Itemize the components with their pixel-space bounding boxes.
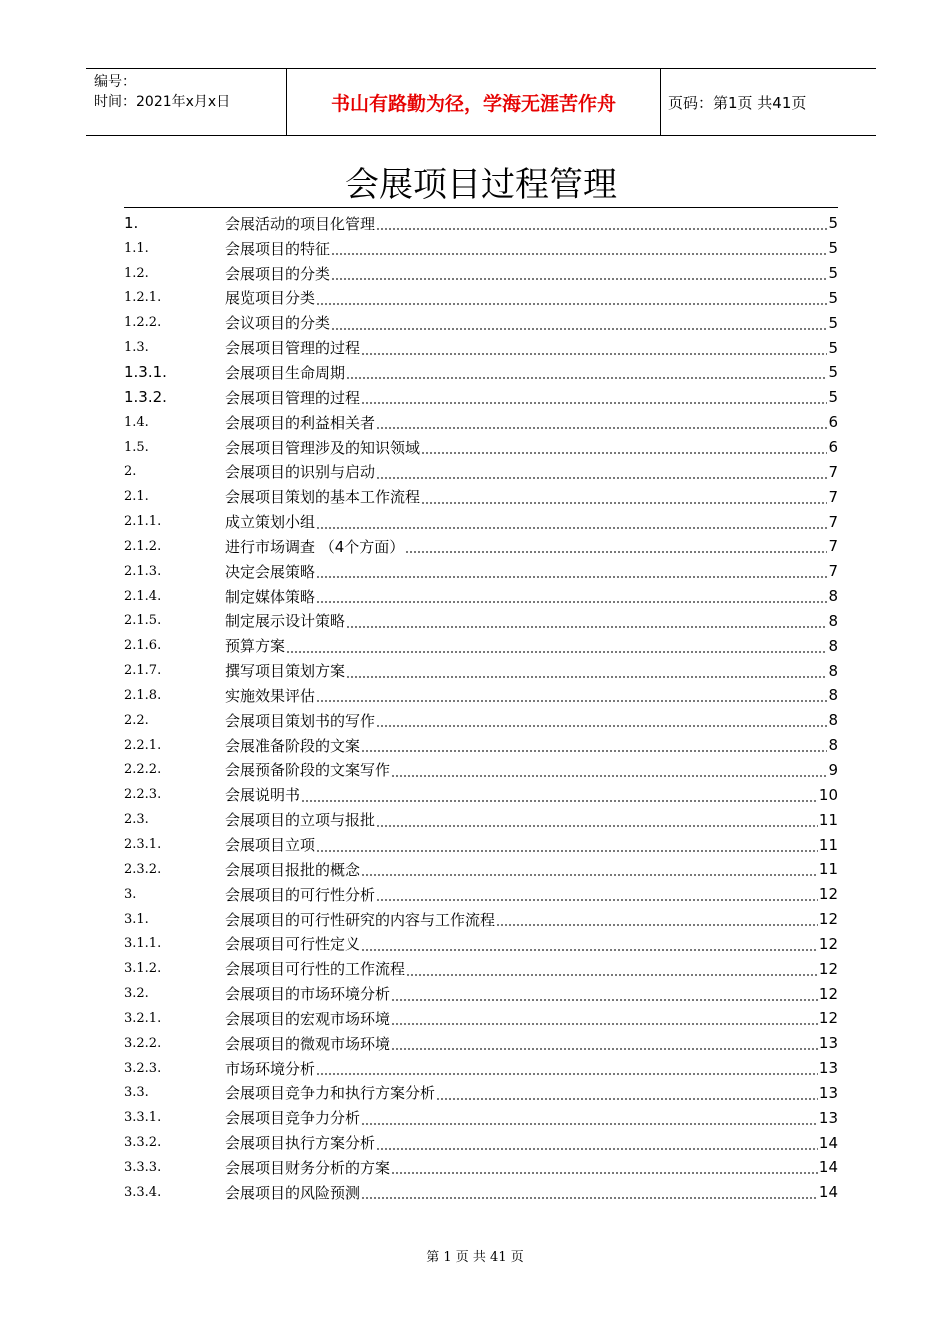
toc-entry[interactable]	[124, 1105, 838, 1130]
toc-entry-line	[225, 1130, 838, 1155]
toc-entry-title: 展览项目分类	[225, 289, 316, 308]
toc-entry-line	[225, 1056, 838, 1081]
toc-entry-number: 3.1.	[124, 911, 149, 927]
toc-entry-number: 1.3.	[124, 340, 149, 356]
toc-entry-title: 会展项目的可行性分析	[225, 885, 376, 904]
toc-entry[interactable]	[124, 559, 838, 584]
toc-entry-line	[225, 1031, 838, 1056]
toc-entry-number: 2.1.4.	[124, 588, 162, 604]
toc-entry[interactable]	[124, 286, 838, 311]
toc-dot-leader	[376, 427, 827, 429]
toc-entry[interactable]	[124, 1056, 838, 1081]
toc-entry-number: 2.2.	[124, 712, 149, 728]
toc-dot-leader	[331, 253, 827, 255]
toc-entry-title: 会展项目的宏观市场环境	[225, 1009, 391, 1028]
toc-entry-number: 3.3.3.	[124, 1159, 162, 1175]
toc-entry-title: 会展项目竞争力分析	[225, 1109, 361, 1128]
toc-entry-title: 市场环境分析	[225, 1059, 316, 1078]
toc-entry-line	[225, 683, 838, 708]
toc-entry-title: 会展项目可行性定义	[225, 935, 361, 954]
toc-entry[interactable]	[124, 857, 838, 882]
toc-entry-line	[225, 882, 838, 907]
toc-dot-leader	[391, 1172, 818, 1174]
toc-entry[interactable]	[124, 633, 838, 658]
toc-entry[interactable]	[124, 1155, 838, 1180]
toc-entry-title: 成立策划小组	[225, 513, 316, 532]
toc-entry-line	[225, 931, 838, 956]
toc-entry-title: 会展项目策划书的写作	[225, 711, 376, 730]
toc-entry-page: 7	[828, 487, 838, 506]
toc-entry[interactable]	[124, 310, 838, 335]
toc-entry-page: 6	[828, 413, 838, 432]
toc-entry-title: 会展项目可行性的工作流程	[225, 960, 406, 979]
toc-entry-page: 11	[818, 835, 838, 854]
toc-entry-number: 2.2.1.	[124, 737, 162, 753]
toc-entry-number: 2.3.	[124, 812, 149, 828]
toc-entry[interactable]	[124, 509, 838, 534]
toc-entry-page: 11	[818, 860, 838, 879]
toc-entry-page: 12	[818, 959, 838, 978]
toc-entry-line	[225, 310, 838, 335]
toc-dot-leader	[436, 1098, 818, 1100]
toc-entry-line	[225, 658, 838, 683]
toc-entry-line	[225, 857, 838, 882]
toc-entry-title: 撰写项目策划方案	[225, 662, 346, 681]
toc-dot-leader	[361, 1197, 818, 1199]
toc-entry-number: 1.3.2.	[124, 388, 167, 407]
toc-entry-title: 会展项目管理的过程	[225, 388, 361, 407]
toc-entry-page: 14	[818, 1183, 838, 1202]
toc-entry-page: 5	[828, 239, 838, 258]
toc-entry-title: 会展项目的微观市场环境	[225, 1034, 391, 1053]
toc-entry-line	[225, 907, 838, 932]
toc-dot-leader	[286, 651, 827, 653]
title-rule	[124, 207, 838, 208]
toc-entry-line	[225, 609, 838, 634]
toc-entry[interactable]	[124, 360, 838, 385]
toc-entry-line	[225, 1105, 838, 1130]
toc-entry[interactable]	[124, 261, 838, 286]
header-page-count: 页码：第1页 共41页	[668, 93, 807, 112]
toc-entry-line	[225, 584, 838, 609]
toc-entry-title: 会展项目的可行性研究的内容与工作流程	[225, 910, 496, 929]
toc-entry[interactable]	[124, 1031, 838, 1056]
toc-dot-leader	[376, 899, 818, 901]
toc-entry-title: 制定媒体策略	[225, 587, 316, 606]
toc-entry-title: 会展准备阶段的文案	[225, 736, 361, 755]
toc-entry-line	[225, 410, 838, 435]
toc-entry[interactable]	[124, 236, 838, 261]
toc-entry-page: 5	[828, 288, 838, 307]
toc-entry-page: 8	[828, 736, 838, 755]
toc-entry-title: 会展说明书	[225, 786, 301, 805]
toc-entry-number: 2.	[124, 464, 137, 480]
toc-entry-number: 1.3.1.	[124, 363, 167, 382]
toc-dot-leader	[376, 1148, 818, 1150]
header-number: 编号：	[94, 74, 136, 90]
toc-entry[interactable]	[124, 832, 838, 857]
toc-dot-leader	[391, 1048, 818, 1050]
toc-entry-line	[225, 211, 838, 236]
toc-entry-line	[225, 360, 838, 385]
toc-entry-number: 2.2.3.	[124, 787, 162, 803]
toc-dot-leader	[496, 924, 818, 926]
toc-entry-page: 7	[828, 462, 838, 481]
toc-entry-number: 2.3.1.	[124, 837, 162, 853]
toc-entry-page: 6	[828, 438, 838, 457]
toc-entry-page: 13	[818, 1034, 838, 1053]
toc-entry-line	[225, 708, 838, 733]
toc-entry-line	[225, 956, 838, 981]
toc-entry[interactable]	[124, 534, 838, 559]
toc-entry[interactable]	[124, 435, 838, 460]
toc-entry-page: 11	[818, 810, 838, 829]
toc-entry-page: 12	[818, 910, 838, 929]
toc-entry-number: 2.2.2.	[124, 762, 162, 778]
toc-entry-title: 会展项目的风险预测	[225, 1183, 361, 1202]
toc-entry-line	[225, 1180, 838, 1205]
toc-entry-page: 5	[828, 338, 838, 357]
toc-entry-line	[225, 385, 838, 410]
toc-entry-page: 12	[818, 885, 838, 904]
toc-dot-leader	[301, 800, 818, 802]
toc-entry-title: 会展项目立项	[225, 836, 316, 855]
toc-entry-title: 会议项目的分类	[225, 314, 331, 333]
toc-entry-number: 3.1.2.	[124, 961, 162, 977]
toc-dot-leader	[405, 551, 827, 553]
toc-entry[interactable]	[124, 708, 838, 733]
toc-dot-leader	[406, 974, 818, 976]
toc-entry-page: 12	[818, 934, 838, 953]
toc-entry-line	[225, 261, 838, 286]
toc-entry[interactable]	[124, 211, 838, 236]
toc-dot-leader	[346, 676, 827, 678]
toc-entry-line	[225, 758, 838, 783]
toc-entry[interactable]	[124, 758, 838, 783]
toc-entry[interactable]	[124, 335, 838, 360]
toc-dot-leader	[361, 1123, 818, 1125]
toc-entry-number: 3.1.1.	[124, 936, 162, 952]
toc-entry-page: 5	[828, 313, 838, 332]
toc-entry-line	[225, 435, 838, 460]
toc-entry-title: 会展活动的项目化管理	[225, 214, 376, 233]
toc-entry-line	[225, 1081, 838, 1106]
toc-dot-leader	[346, 377, 827, 379]
toc-entry-page: 8	[828, 636, 838, 655]
toc-entry-number: 2.1.3.	[124, 563, 162, 579]
toc-entry-number: 2.1.1.	[124, 514, 162, 530]
toc-entry-title: 会展项目策划的基本工作流程	[225, 488, 421, 507]
toc-entry-page: 13	[818, 1108, 838, 1127]
toc-entry-line	[225, 484, 838, 509]
page-header	[86, 68, 876, 136]
toc-entry-line	[225, 981, 838, 1006]
toc-dot-leader	[376, 825, 818, 827]
toc-dot-leader	[421, 452, 827, 454]
toc-dot-leader	[346, 626, 827, 628]
toc-entry-page: 12	[818, 1009, 838, 1028]
toc-dot-leader	[391, 999, 818, 1001]
toc-entry[interactable]	[124, 956, 838, 981]
toc-entry[interactable]	[124, 484, 838, 509]
toc-entry-page: 13	[818, 1083, 838, 1102]
toc-entry-line	[225, 534, 838, 559]
toc-entry[interactable]	[124, 609, 838, 634]
toc-entry[interactable]	[124, 584, 838, 609]
toc-entry-number: 2.1.	[124, 489, 149, 505]
toc-entry-number: 3.3.2.	[124, 1135, 162, 1151]
toc-dot-leader	[316, 303, 827, 305]
toc-dot-leader	[361, 874, 818, 876]
toc-dot-leader	[361, 750, 827, 752]
toc-entry-page: 7	[828, 562, 838, 581]
toc-dot-leader	[361, 402, 827, 404]
page-footer: 第 1 页 共 41 页	[426, 1250, 524, 1265]
toc-dot-leader	[331, 278, 827, 280]
toc-entry[interactable]	[124, 782, 838, 807]
toc-entry-page: 14	[818, 1133, 838, 1152]
toc-entry-title: 决定会展策略	[225, 562, 316, 581]
toc-entry-line	[225, 807, 838, 832]
toc-entry-number: 1.2.	[124, 265, 149, 281]
toc-entry-title: 会展项目的特征	[225, 239, 331, 258]
toc-entry-number: 2.3.2.	[124, 861, 162, 877]
toc-dot-leader	[316, 527, 827, 529]
toc-entry[interactable]	[124, 658, 838, 683]
toc-entry-line	[225, 286, 838, 311]
toc-entry-title: 会展项目财务分析的方案	[225, 1158, 391, 1177]
toc-entry-number: 3.2.2.	[124, 1035, 162, 1051]
toc-entry-page: 8	[828, 711, 838, 730]
toc-entry-number: 3.2.3.	[124, 1060, 162, 1076]
toc-entry-line	[225, 459, 838, 484]
toc-entry-number: 3.2.1.	[124, 1010, 162, 1026]
toc-dot-leader	[331, 328, 827, 330]
toc-entry-title: 会展项目的分类	[225, 264, 331, 283]
toc-entry-page: 5	[828, 388, 838, 407]
toc-dot-leader	[361, 949, 818, 951]
toc-entry-line	[225, 782, 838, 807]
toc-entry-title: 会展项目的立项与报批	[225, 811, 376, 830]
toc-entry[interactable]	[124, 882, 838, 907]
toc-entry-page: 13	[818, 1059, 838, 1078]
toc-dot-leader	[376, 228, 827, 230]
toc-dot-leader	[361, 353, 827, 355]
toc-dot-leader	[391, 1023, 818, 1025]
toc-entry-title: 会展项目执行方案分析	[225, 1134, 376, 1153]
toc-entry-number: 1.1.	[124, 240, 149, 256]
toc-entry-number: 2.1.6.	[124, 638, 162, 654]
header-divider-right	[660, 68, 661, 136]
toc-entry-number: 2.1.7.	[124, 663, 162, 679]
toc-entry-page: 9	[828, 760, 838, 779]
toc-entry[interactable]	[124, 807, 838, 832]
toc-dot-leader	[376, 477, 827, 479]
toc-entry-page: 8	[828, 686, 838, 705]
toc-dot-leader	[421, 502, 827, 504]
toc-entry-title: 会展项目的识别与启动	[225, 463, 376, 482]
toc-entry-number: 2.1.2.	[124, 538, 162, 554]
toc-entry[interactable]	[124, 1006, 838, 1031]
toc-entry-page: 5	[828, 214, 838, 233]
toc-entry-title: 会展项目的利益相关者	[225, 413, 376, 432]
toc-dot-leader	[316, 1073, 818, 1075]
toc-entry-line	[225, 335, 838, 360]
toc-entry-line	[225, 832, 838, 857]
toc-entry-number: 3.3.4.	[124, 1184, 162, 1200]
toc-entry[interactable]	[124, 385, 838, 410]
toc-entry-number: 2.1.5.	[124, 613, 162, 629]
toc-entry-title: 会展项目的市场环境分析	[225, 985, 391, 1004]
toc-entry[interactable]	[124, 410, 838, 435]
toc-entry-page: 8	[828, 587, 838, 606]
toc-dot-leader	[316, 850, 818, 852]
header-meta	[94, 72, 230, 112]
toc-entry-title: 会展项目管理的过程	[225, 339, 361, 358]
toc-entry-page: 5	[828, 363, 838, 382]
toc-entry-number: 1.2.1.	[124, 290, 162, 306]
table-of-contents	[124, 211, 838, 1205]
toc-entry-number: 1.2.2.	[124, 315, 162, 331]
toc-entry-title: 会展预备阶段的文案写作	[225, 761, 391, 780]
toc-entry-title: 制定展示设计策略	[225, 612, 346, 631]
toc-entry-page: 8	[828, 611, 838, 630]
toc-entry-line	[225, 509, 838, 534]
toc-entry-page: 7	[828, 512, 838, 531]
toc-entry[interactable]	[124, 907, 838, 932]
document-title: 会展项目过程管理	[345, 165, 617, 205]
toc-entry-title: 会展项目生命周期	[225, 363, 346, 382]
toc-entry-line	[225, 1006, 838, 1031]
toc-entry-page: 14	[818, 1158, 838, 1177]
toc-entry[interactable]	[124, 683, 838, 708]
toc-entry-page: 8	[828, 661, 838, 680]
toc-entry[interactable]	[124, 459, 838, 484]
toc-entry-page: 12	[818, 984, 838, 1003]
toc-entry[interactable]	[124, 733, 838, 758]
header-time: 时间：2021年x月x日	[94, 94, 231, 110]
toc-entry-line	[225, 236, 838, 261]
toc-entry-number: 3.3.1.	[124, 1110, 162, 1126]
toc-entry-line	[225, 559, 838, 584]
toc-entry[interactable]	[124, 931, 838, 956]
toc-entry-title: 会展项目管理涉及的知识领域	[225, 438, 421, 457]
toc-entry-title: 进行市场调查 （4个方面）	[225, 537, 405, 556]
toc-entry-number: 3.	[124, 886, 137, 902]
toc-entry[interactable]	[124, 1081, 838, 1106]
toc-entry-title: 会展项目竞争力和执行方案分析	[225, 1084, 436, 1103]
toc-entry-page: 7	[828, 537, 838, 556]
toc-entry-number: 1.5.	[124, 439, 149, 455]
toc-dot-leader	[316, 576, 827, 578]
header-motto: 书山有路勤为径，学海无涯苦作舟	[330, 92, 616, 115]
toc-entry[interactable]	[124, 981, 838, 1006]
toc-entry-line	[225, 633, 838, 658]
toc-entry-line	[225, 733, 838, 758]
toc-entry[interactable]	[124, 1130, 838, 1155]
toc-dot-leader	[316, 601, 827, 603]
toc-entry-title: 预算方案	[225, 637, 286, 656]
toc-entry-number: 1.4.	[124, 414, 149, 430]
toc-entry-title: 会展项目报批的概念	[225, 860, 361, 879]
toc-entry-line	[225, 1155, 838, 1180]
toc-entry-number: 3.3.	[124, 1085, 149, 1101]
toc-dot-leader	[391, 775, 827, 777]
toc-entry-number: 2.1.8.	[124, 687, 162, 703]
toc-dot-leader	[316, 700, 827, 702]
toc-entry-page: 10	[818, 785, 838, 804]
toc-entry-number: 3.2.	[124, 986, 149, 1002]
toc-entry[interactable]	[124, 1180, 838, 1205]
toc-entry-number: 1.	[124, 214, 139, 233]
toc-entry-page: 5	[828, 264, 838, 283]
toc-entry-title: 实施效果评估	[225, 686, 316, 705]
toc-dot-leader	[376, 725, 827, 727]
